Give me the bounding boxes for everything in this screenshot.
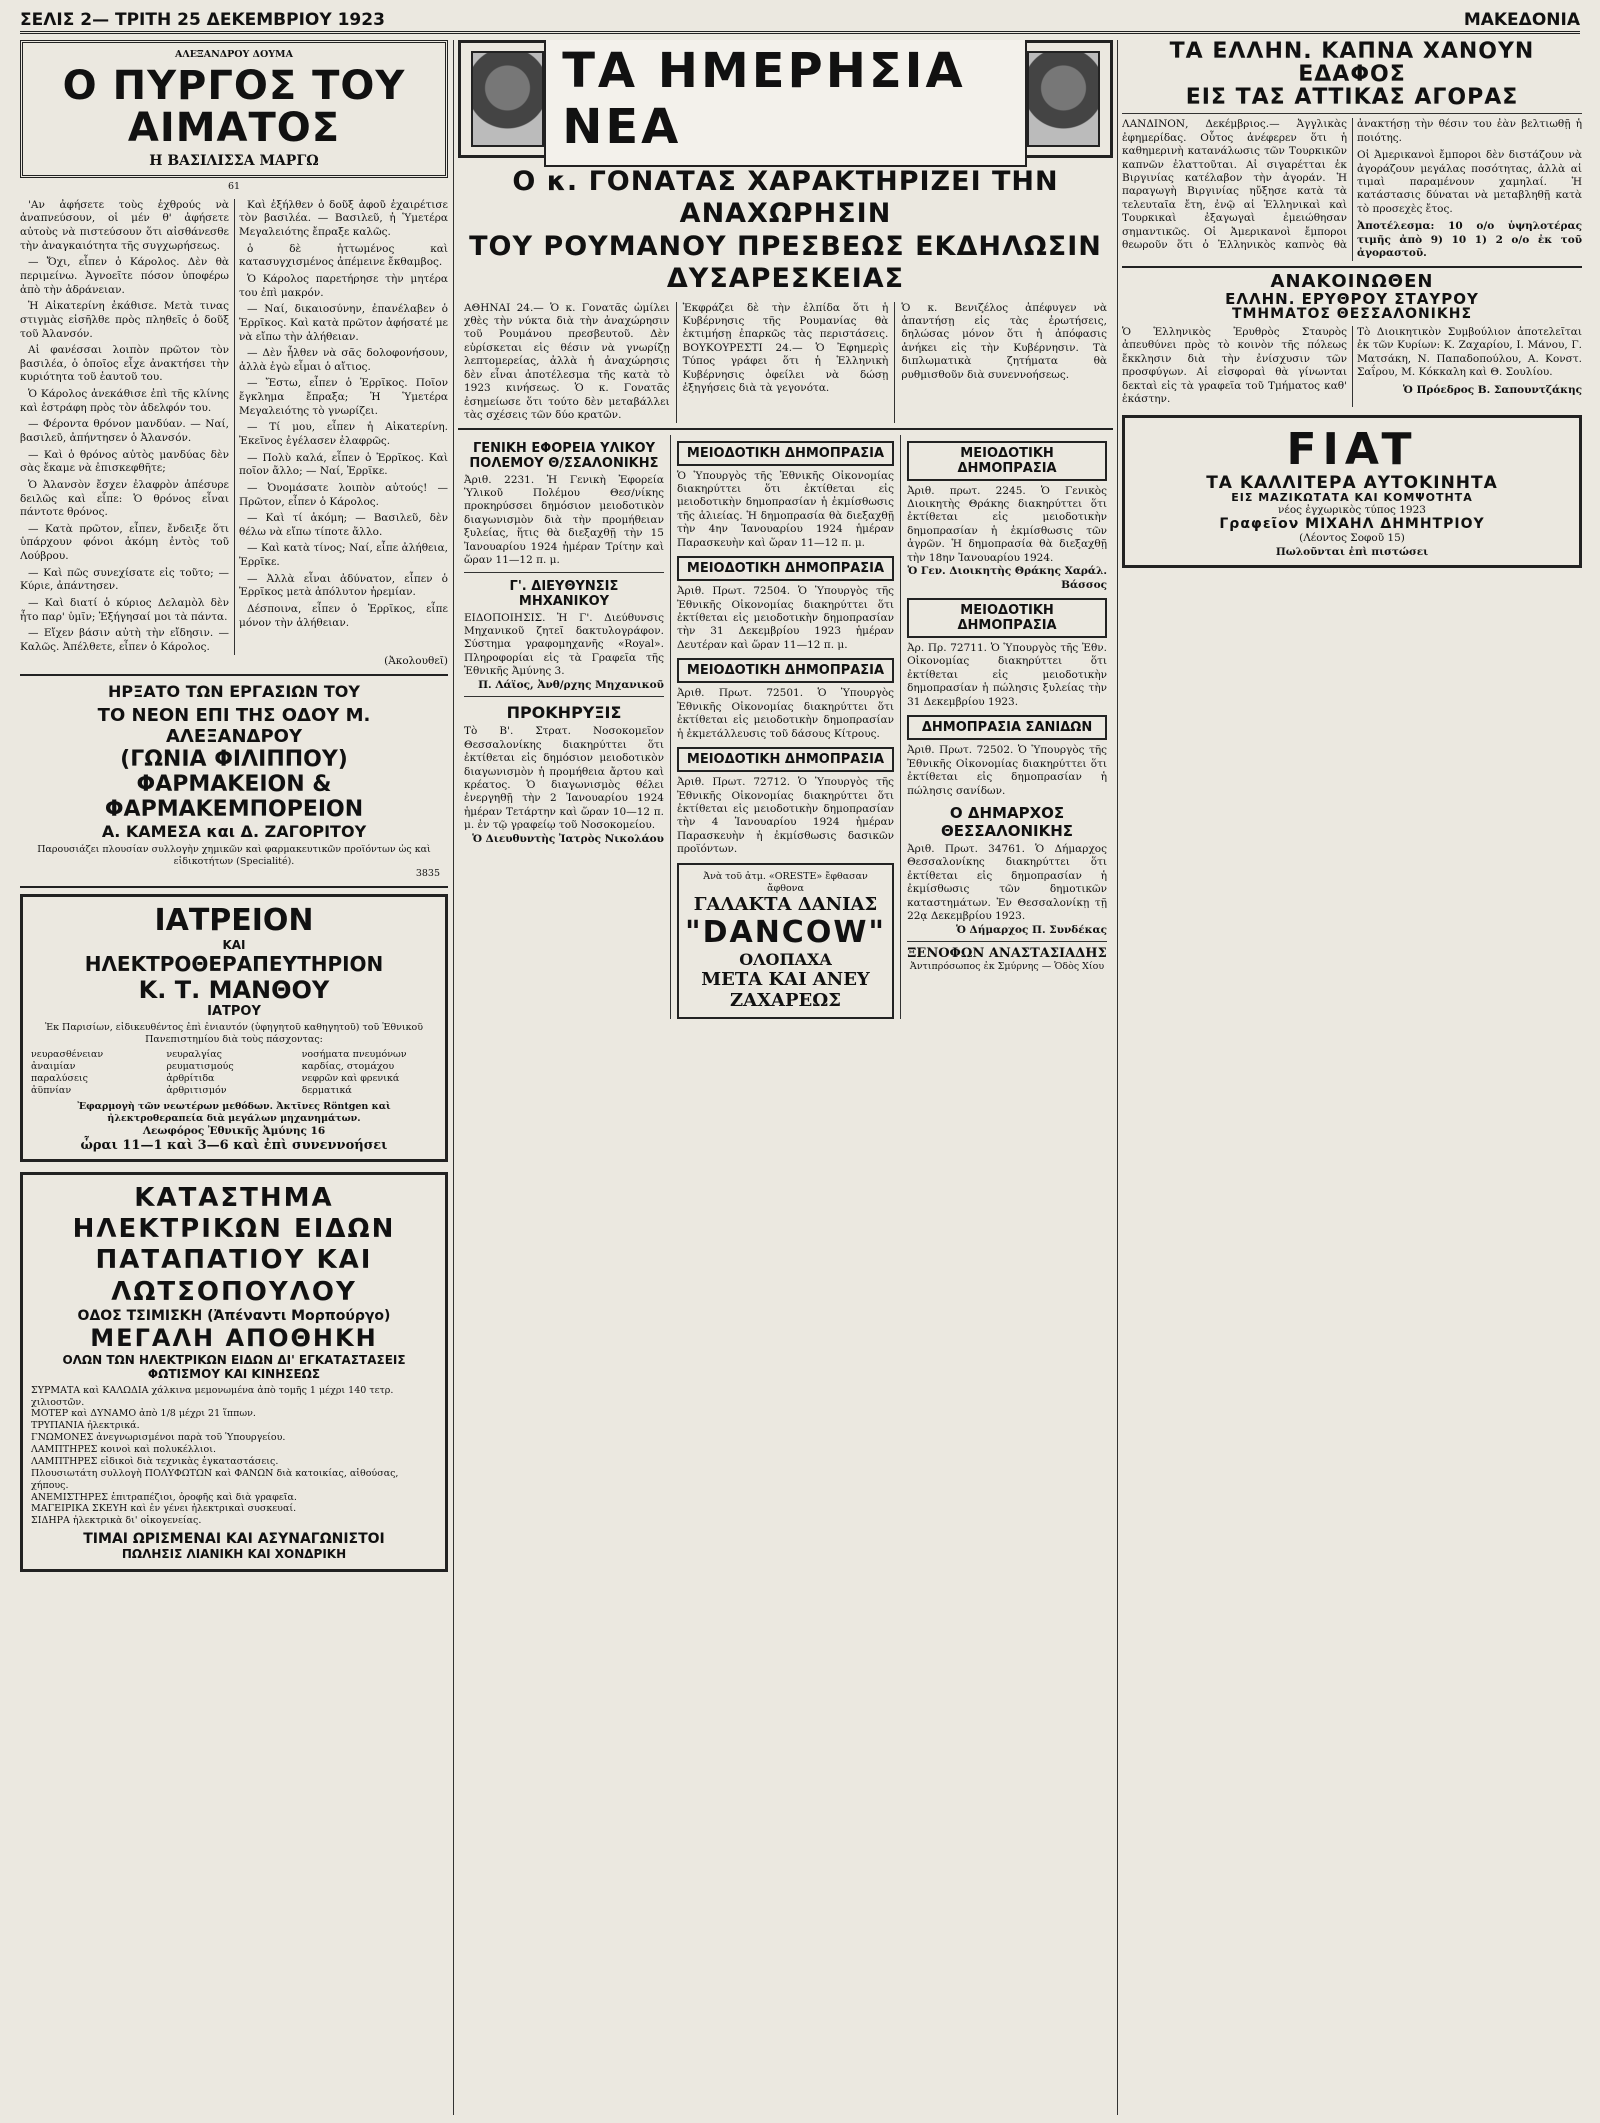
red-cross-sign: Ὁ Πρόεδρος Β. Σαπουντζάκης xyxy=(1402,383,1582,396)
serial-paragraph: — Καὶ ὁ θρόνος αὐτὸς μανδύας δὲν σὰς ἔκαμε νὰ ἐπισκεφθῆτε; xyxy=(20,448,229,475)
pharmacy-code: 3835 xyxy=(415,867,440,879)
dairy-line4: ΖΑΧΑΡΕΩΣ xyxy=(729,990,842,1012)
fiat-line1: ΤΑ ΚΑΛΛΙΤΕΡΑ ΑΥΤΟΚΙΝΗΤΑ xyxy=(1206,472,1498,493)
red-cross-title1: ΑΝΑΚΟΙΝΩΘΕΝ xyxy=(1270,270,1434,292)
disease-item: δερματικά xyxy=(301,1085,352,1097)
fiat-logo: FIAT xyxy=(1286,423,1418,475)
tobacco-title1: ΤΑ ΕΛΛΗΝ. ΚΑΠΝΑ ΧΑΝΟΥΝ ΕΔΑΦΟΣ xyxy=(1169,40,1535,88)
daily-news-banner xyxy=(458,40,1113,158)
notice-l2-sign: Π. Λάϊος, Ἀνθ/ρχης Μηχανικοῦ xyxy=(478,678,664,691)
serial-body xyxy=(20,199,448,655)
notice-l2-title: Γ'. ΔΙΕΥΘΥΝΣΙΣ ΜΗΧΑΝΙΚΟΥ xyxy=(509,578,619,609)
dairy-intro: Ἀνὰ τοῦ ἀτμ. «ORESTE» ἔφθασαν ἄφθονα xyxy=(703,870,868,894)
pharmacy-line4: ΦΑΡΜΑΚΕΙΟΝ & ΦΑΡΜΑΚΕΜΠΟΡΕΙΟΝ xyxy=(104,772,364,823)
shop-item: ΜΑΓΕΙΡΙΚΑ ΣΚΕΥΗ καὶ ἐν γένει ἠλεκτρικαὶ συσκευαί. xyxy=(31,1503,297,1515)
clinic-line5: ΙΑΤΡΟΥ xyxy=(207,1003,261,1019)
disease-item: ἀρθρίτιδα xyxy=(166,1073,215,1085)
serial-paragraph: — Ἀλλὰ εἶναι ἀδύνατον, εἶπεν ὁ Ἐρρῖκος μετὰ ἀπόλυτον ἠρεμίαν. xyxy=(239,572,448,599)
shop-footer2: ΠΩΛΗΣΙΣ ΛΙΑΝΙΚΗ ΚΑΙ ΧΟΝΔΡΙΚΗ xyxy=(121,1547,347,1562)
shop-item: ΑΝΕΜΙΣΤΗΡΕΣ ἐπιτραπέζιοι, ὀροφῆς καὶ διὰ γραφεῖα. xyxy=(31,1491,297,1503)
red-cross-p2: Τὸ Διοικητικὸν Συμβούλιον ἀποτελεῖται ἐκ τῶν Κυρίων: Κ. Ζαχαρίου, Ι. Μάνου, Γ. Ματσάκη, Ν. Παπαδοπούλου, Α. Κονστ. Σαΐρου, Μ. Κόκκαλη καὶ Θ. Σουλίου. xyxy=(1357,325,1582,379)
pharmacy-line5: Α. ΚΑΜΕΣΑ και Δ. ΖΑΓΟΡΙΤΟΥ xyxy=(101,822,367,842)
shop-item: Πλουσιωτάτη συλλογὴ ΠΟΛΥΦΩΤΩΝ καὶ ΦΑΝΩΝ διὰ κατοικίας, αἰθούσας, χήπους. xyxy=(31,1467,399,1491)
disease-item: νευραλγίας xyxy=(166,1049,222,1061)
shop-item: ΛΑΜΠΤΗΡΕΣ εἰδικοὶ διὰ τεχνικὰς ἐγκαταστάσεις. xyxy=(31,1455,279,1467)
disease-item: νοσήματα πνευμόνων xyxy=(301,1049,407,1061)
serial-paragraph: Δέσποινα, εἶπεν ὁ Ἐρρῖκος, εἶπε μόνον τὴν ἀλήθειαν. xyxy=(239,603,448,629)
disease-item: ἀναιμίαν xyxy=(31,1061,76,1073)
fiat-line5: (Λέοντος Σοφοῦ 15) xyxy=(1299,532,1405,545)
red-cross-header xyxy=(1122,270,1582,323)
serial-paragraph: Ὁ Κάρολος ἀνεκάθισε ἐπὶ τῆς κλίνης καὶ ἐστράφη πρὸς τὸν ἀδελφόν του. xyxy=(20,388,229,414)
clinic-line8: Λεωφόρος Ἐθνικῆς Ἀμύνης 16 xyxy=(142,1124,326,1137)
shop-line5: ΟΛΩΝ ΤΩΝ ΗΛΕΚΤΡΙΚΩΝ ΕΙΔΩΝ ΔΙ' ΕΓΚΑΤΑΣΤΑΣΕΙΣ ΦΩΤΙΣΜΟΥ ΚΑΙ ΚΙΝΗΣΕΩΣ xyxy=(62,1352,406,1381)
tobacco-p2: Οἱ Ἀμερικανοὶ ἔμποροι δὲν διστάζουν νὰ ἀγοράζουν μεγάλας ποσότητας, ἀλλὰ αἱ τιμαὶ παραμένουν χαμηλαί. Ἡ κατάστασις δύναται νὰ μεταβληθῇ κατὰ τὸ προσεχὲς ἔτος. xyxy=(1357,149,1582,215)
notice-l3-title: ΠΡΟΚΗΡΥΞΙΣ xyxy=(506,703,622,723)
clinic-line3: ΗΛΕΚΤΡΟΘΕΡΑΠΕΥΤΗΡΙΟΝ xyxy=(84,951,384,976)
red-cross-body xyxy=(1122,326,1582,407)
disease-item: παραλύσεις xyxy=(31,1073,88,1085)
shop-item: ΛΑΜΠΤΗΡΕΣ κοινοὶ καὶ πολυκέλλιοι. xyxy=(31,1444,216,1456)
red-cross-title2: ΕΛΛΗΝ. ΕΡΥΘΡΟΥ ΣΤΑΥΡΟΥ xyxy=(1225,289,1479,308)
serial-paragraph: — Φέροντα θρόνον μανδύαν. — Ναί, βασιλεῦ, ἀπήντησεν ὁ Ἀλανσόν. xyxy=(20,418,229,444)
notice-r2-body: Ἀρ. Πρ. 72711. Ὁ Ὑπουργὸς τῆς Ἐθν. Οἰκονομίας διακηρύττει ὅτι ἐκτίθεται εἰς μειοδοτικὴν δημοπρασίαν ἡ πώλησις ξυλείας τὴν 31 Δεκεμβρίου 1923. xyxy=(907,642,1108,708)
notices-area xyxy=(458,435,1113,1020)
news-col-2: Ἐκφράζει δὲ τὴν ἐλπίδα ὅτι ἡ Κυβέρνησις τῆς Ρουμανίας θὰ ἐκτιμήσῃ ἐπαρκῶς τὰς περιστάσεις. ΒΟΥΚΟΥΡΕΣΤΙ 24.— Ὁ Ἐφημερὶς Τύπος γράφει ὅτι ἡ Ἑλληνικὴ Κυβέρνησις ὀφείλει νὰ δώσῃ ἐξηγήσεις διὰ τὰ γεγονότα. xyxy=(677,302,896,423)
tobacco-p3: Ἀποτέλεσμα: 10 ο/ο ὑψηλοτέρας τιμῆς ἀπὸ 9) 10 1) 2 ο/ο ἐκ τοῦ ἀγοραστοῦ. xyxy=(1357,220,1582,260)
disease-item: ρευματισμούς xyxy=(166,1061,234,1073)
serial-paragraph: — Ἔστω, εἶπεν ὁ Ἐρρῖκος. Ποῖον ἔγκλημα ἔπραξα; Ἡ Ὑμετέρα Μεγαλειότης τὸ γνωρίζει. xyxy=(239,377,448,417)
notice-m3-body: Ἀριθ. Πρωτ. 72501. Ὁ Ὑπουργὸς Ἐθνικῆς Οἰκονομίας διακηρύττει ὅτι ἐκτίθεται εἰς μειοδοτικὴν δημοπρασίαν ἡ ἐκμετάλλευσις τοῦ δάσους Κίτρους. xyxy=(676,687,895,740)
serial-paragraph: Καὶ ἐξήλθεν ὁ δοῦξ ἀφοῦ ἐχαιρέτισε τὸν βασιλέα. — Βασιλεῦ, ἡ Ὑμετέρα Μεγαλειότης ἔπραξε καλῶς. xyxy=(239,198,448,239)
serial-paragraph: — Τί μου, εἶπεν ἡ Αἰκατερίνη. Ἐκεῖνος ἐγέλασεν ἐλαφρῶς. xyxy=(239,421,448,447)
serial-paragraph: — Καὶ κατὰ τίνος; Ναί, εἶπε ἀλήθεια, Ἐρρῖκε. xyxy=(239,542,448,569)
fiat-ad xyxy=(1122,415,1582,568)
clinic-line7: Ἐφαρμογὴ τῶν νεωτέρων μεθόδων. Ἀκτῖνες Röntgen καὶ ἠλεκτροθεραπεία διὰ μεγάλων μηχανημάτων. xyxy=(77,1100,391,1124)
serial-header xyxy=(20,40,448,178)
serial-episode: 61 xyxy=(227,180,241,192)
notice-m2-title: ΜΕΙΟΔΟΤΙΚΗ ΔΗΜΟΠΡΑΣΙΑ xyxy=(677,556,894,581)
serial-title: Ο ΠΥΡΓΟΣ ΤΟΥ ΑΙΜΑΤΟΣ xyxy=(62,62,406,151)
fiat-line6: Πωλοῦνται ἐπὶ πιστώσει xyxy=(1275,545,1429,558)
pharmacy-line6: Παρουσιάζει πλουσίαν συλλογὴν χημικῶν καὶ φαρμακευτικῶν προϊόντων ὡς καὶ εἰδικοτήτων (Specialité). xyxy=(37,844,431,867)
serial-paragraph: — Καὶ πῶς συνεχίσατε εἰς τοῦτο; — Κύριε, ἀπάντησεν. xyxy=(20,566,229,593)
fiat-line2: ΕΙΣ ΜΑΖΙΚΩΤΑΤΑ ΚΑΙ ΚΟΜΨΟΤΗΤΑ xyxy=(1231,491,1473,505)
right-ad-sub: Ἀντιπρόσωπος ἐκ Σμύρνης — Ὁδὸς Χίου xyxy=(909,961,1105,972)
disease-item: νευρασθένειαν xyxy=(31,1049,104,1061)
notice-r4-title: Ο ΔΗΜΑΡΧΟΣ ΘΕΣΣΑΛΟΝΙΚΗΣ xyxy=(941,803,1074,840)
shop-item: ΜΟΤΕΡ καὶ ΔΥΝΑΜΟ ἀπὸ 1/8 μέχρι 21 ἵππων. xyxy=(31,1408,256,1420)
tobacco-p1: ΛΑΝΔΙΝΟΝ, Δεκέμβριος.— Ἀγγλικὰς ἐφημερίδας. Οὗτος ἀνέφερεν ὅτι ἡ καθημερινὴ κατανάλωσις τῶν Τουρκικῶν καπνῶν ἐλαττοῦται. Αἱ σιγαρέτται ἐκ Βιργινίας κατέλαβον τὴν ἀγοράν. Ἡ παραγωγὴ Βιργινίας ηὔξησε κατὰ τὰ τελευταῖα ἔτη, ἐνῷ αἱ Ἑλληνικαὶ καὶ Τουρκικαὶ ἐξαγωγαὶ ἐμειώθησαν σημαντικῶς. Οἱ Ἀμερικανοὶ ἔμποροι θεωροῦν ὅτι ὁ Ἑλληνικὸς καπνὸς θὰ ἀνακτήσῃ τὴν θέσιν του ἐὰν βελτιωθῇ ἡ ποιότης. xyxy=(1122,118,1582,252)
notice-m4-body: Ἀριθ. Πρωτ. 72712. Ὁ Ὑπουργὸς τῆς Ἐθνικῆς Οἰκονομίας διακηρύττει ὅτι ἐκτίθεται εἰς μειοδοτικὴν δημοπρασίαν τὴν 4 Ἰανουαρίου 1924 ἡμέραν Παρασκευὴν ἡ ἐκμίσθωσις δασικῶν προϊόντων. xyxy=(676,776,895,856)
dairy-line3: ΜΕΤΑ ΚΑΙ ΑΝΕΥ xyxy=(701,969,870,991)
serial-paragraph: — Κατὰ πρῶτον, εἶπεν, ἔνδειξε ὅτι ὑπάρχουν φόνοι ἀκόμη ἐντὸς τοῦ Λούβρου. xyxy=(20,522,229,563)
serial-paragraph: — Καὶ τί ἀκόμη; — Βασιλεῦ, δὲν θέλω νὰ εἴπω τίποτε ἄλλο. xyxy=(239,512,448,538)
clinic-line6: Ἐκ Παρισίων, εἰδικευθέντος ἐπὶ ἐνιαυτόν (ὑφηγητοῦ καθηγητοῦ) τοῦ Ἐθνικοῦ Πανεπιστημίου διὰ τοὺς πάσχοντας: xyxy=(44,1021,424,1045)
notice-r2-title: ΜΕΙΟΔΟΤΙΚΗ ΔΗΜΟΠΡΑΣΙΑ xyxy=(907,598,1107,638)
tobacco-headline xyxy=(1122,40,1582,109)
right-ad-name: ΞΕΝΟΦΩΝ ΑΝΑΣΤΑΣΙΑΔΗΣ xyxy=(907,946,1107,961)
masthead xyxy=(20,8,1580,34)
notice-r4-sign: Ὁ Δήμαρχος Π. Συνδέκας xyxy=(956,923,1108,936)
notice-r1-sign: Ὁ Γεν. Διοικητὴς Θράκης Χαράλ. Βάσσος xyxy=(907,565,1108,591)
portrait-right-image xyxy=(1027,51,1100,147)
serial-paragraph: — Εἴχεν βάσιν αὐτὴ τὴν εἴδησιν. — Καλῶς. Ἀπέλθετε, εἶπεν ὁ Κάρολος. xyxy=(20,627,229,653)
clinic-line9: ὧραι 11—1 καὶ 3—6 καὶ ἐπὶ συνεννοήσει xyxy=(80,1138,388,1154)
shop-item: ΣΙΔΗΡΑ ἠλεκτρικὰ δι' οἰκογενείας. xyxy=(31,1515,202,1527)
serial-paragraph: Ἡ Αἰκατερίνη ἐκάθισε. Μετὰ τινας στιγμὰς εἰσῆλθε πρὸς πληθεῖς ὁ δοῦξ τοῦ Ἀλανσόν. xyxy=(20,300,229,340)
news-col-1: ΑΘΗΝΑΙ 24.— Ὁ κ. Γονατᾶς ὡμίλει χθὲς τὴν νύκτα διὰ τὴν ἀναχώρησιν τοῦ Ρουμάνου πρεσβευτοῦ. Δὲν εὑρίσκεται εἰς θέσιν νὰ γνωρίζῃ λεπτομερείας, ἀλλὰ ἡ ἀναχώρησις δὲν εἶναι ἀποτέλεσμα τῆς κατὰ τὸ 1923 κινήσεως. Ὁ κ. Γονατᾶς ἐσημείωσε ὅτι τούτο δὲν μεταβάλλει τὰς σχέσεις τῶν δύο κρατῶν. xyxy=(458,302,677,423)
serial-paragraph: — Ὀνομάσατε λοιπὸν αὐτούς! — Πρῶτον, εἶπεν ὁ Κάρολος. xyxy=(239,481,448,508)
clinic-line2: ΚΑΙ xyxy=(222,937,246,952)
serial-paragraph: Αἱ φανέσσαι λοιπὸν πρῶτον τὸν βασιλέα, ὁ ὁποῖος εἶχε ἀνακτήσει τὴν κυριότητα τοῦ ἑαυτοῦ του. xyxy=(20,344,229,384)
notices-right xyxy=(901,435,1113,1020)
electric-shop-ad xyxy=(20,1172,448,1572)
notice-m1-body: Ὁ Ὑπουργὸς τῆς Ἐθνικῆς Οἰκονομίας διακηρύττει ὅτι ἐκτίθεται εἰς μειοδοτικὴν δημοπρασίαν ἡ ἐκμίσθωσις τῆς ἁλιείας. Ἡ δημοπρασία θὰ διεξαχθῇ τὴν 4ην Ἰανουαρίου 1924 ἡμέραν Παρασκευὴν καὶ ὥραν 11—12 π. μ. xyxy=(676,469,895,549)
notice-r1-title: ΜΕΙΟΔΟΤΙΚΗ ΔΗΜΟΠΡΑΣΙΑ xyxy=(907,441,1107,481)
serial-author: ΑΛΕΞΑΝΔΡΟΥ ΔΟΥΜΑ xyxy=(175,49,293,60)
left-column xyxy=(20,40,448,2115)
portrait-left-image xyxy=(471,51,544,147)
shop-item: ΤΡΥΠΑΝΙΑ ἠλεκτρικά. xyxy=(31,1420,140,1432)
shop-item: ΣΥΡΜΑΤΑ καὶ ΚΑΛΩΔΙΑ χάλκινα μεμονωμένα ἀπὸ τομῆς 1 μέχρι 140 τετρ. χιλιοστῶν. xyxy=(31,1384,394,1408)
fiat-line4: Γραφεῖον ΜΙΧΑΗΛ ΔΗΜΗΤΡΙΟΥ xyxy=(1219,516,1485,533)
clinic-ad xyxy=(20,894,448,1162)
serial-subtitle: Η ΒΑΣΙΛΙΣΣΑ ΜΑΡΓΩ xyxy=(149,152,319,169)
serial-paragraph: Ὁ Ἀλανσὸν ἔσχεν ἐλαφρὸν ἀπέσυρε δειλῶς καὶ εἶπε: Ὁ θρόνος εἶναι πάντοτε θρόνος. xyxy=(20,478,229,519)
headline-line1: Ο κ. ΓΟΝΑΤΑΣ ΧΑΡΑΚΤΗΡΙΖΕΙ ΤΗΝ ΑΝΑΧΩΡΗΣΙΝ xyxy=(512,166,1059,230)
shop-line2: ΠΑΤΑΠΑΤΙΟΥ ΚΑΙ ΛΩΤΣΟΠΟΥΛΟΥ xyxy=(95,1245,373,1307)
news-col-3: Ὁ κ. Βενιζέλος ἀπέφυγεν νὰ ἀπαντήσῃ εἰς τὰς ἐρωτήσεις, δηλώσας μόνον ὅτι ἡ ἀπόφασις ἀνήκει εἰς τὴν Κυβέρνησιν. Τὰ διπλωματικὰ ζητήματα θὰ ρυθμισθοῦν διὰ συνεννοήσεως. xyxy=(901,301,1108,381)
main-headline xyxy=(458,166,1113,296)
notice-m2-body: Ἀριθ. Πρωτ. 72504. Ὁ Ὑπουργὸς τῆς Ἐθνικῆς Οἰκονομίας διακηρύττει ὅτι ἐκτίθεται εἰς μειοδοτικὴν δημοπρασίαν τὴν 31 Δεκεμβρίου 1923 ἡμέραν Δευτέραν καὶ ὥραν 11—12 π. μ. xyxy=(676,585,895,651)
serial-paragraph: ὁ δὲ ἡττωμένος καὶ κατασυγχισμένος ἀπέμεινε ἔκθαμβος. xyxy=(239,242,448,269)
shop-items xyxy=(31,1385,437,1528)
clinic-line1: ΙΑΤΡΕΙΟΝ xyxy=(154,902,314,938)
notice-l1-title: ΓΕΝΙΚΗ ΕΦΟΡΕΙΑ ΥΛΙΚΟΥ ΠΟΛΕΜΟΥ Θ/ΣΣΑΛΟΝΙΚΗΣ xyxy=(469,440,659,471)
dairy-ad xyxy=(677,863,894,1020)
disease-item: καρδίας, στομάχου xyxy=(301,1061,395,1073)
notices-left xyxy=(458,435,671,1020)
shop-line3: ΟΔΟΣ ΤΣΙΜΙΣΚΗ (Ἀπέναντι Μορπούργο) xyxy=(77,1307,391,1324)
notices-middle xyxy=(671,435,901,1020)
shop-item: ΓΝΩΜΟΝΕΣ ἀνεγνωρισμένοι παρὰ τοῦ Ὑπουργείου. xyxy=(31,1432,286,1444)
issue-date: ΣΕΛΙΣ 2— ΤΡΙΤΗ 25 ΔΕΚΕΜΒΡΙΟΥ 1923 xyxy=(20,9,385,30)
serial-paragraph: — Ὄχι, εἶπεν ὁ Κάρολος. Δὲν θὰ περιμείνω. Ἀγνοεῖτε πόσον ὑποφέρω ἀπὸ τὴν ἀδράνειαν. xyxy=(20,256,229,296)
serial-paragraph: — Πολὺ καλά, εἶπεν ὁ Ἐρρῖκος. Καὶ ποῖον ἄλλο; — Ναί, Ἐρρῖκε. xyxy=(239,451,448,478)
right-column xyxy=(1122,40,1582,2115)
clinic-diseases xyxy=(31,1049,437,1097)
middle-column xyxy=(458,40,1113,2115)
tobacco-title2: ΕΙΣ ΤΑΣ ΑΤΤΙΚΑΣ ΑΓΟΡΑΣ xyxy=(1185,85,1519,111)
daily-news-title: ΤΑ ΗΜΕΡΗΣΙΑ ΝΕΑ xyxy=(544,40,1027,167)
shop-line4: ΜΕΓΑΛΗ ΑΠΟΘΗΚΗ xyxy=(90,1323,378,1352)
pharmacy-line1: ΗΡΞΑΤΟ ΤΩΝ ΕΡΓΑΣΙΩΝ ΤΟΥ xyxy=(108,682,360,702)
shop-footer1: ΤΙΜΑΙ ΩΡΙΣΜΕΝΑΙ ΚΑΙ ΑΣΥΝΑΓΩΝΙΣΤΟΙ xyxy=(83,1531,385,1548)
clinic-line4: Κ. Τ. ΜΑΝΘΟΥ xyxy=(138,975,330,1004)
pharmacy-ad xyxy=(20,674,448,888)
notice-r3-title: ΔΗΜΟΠΡΑΣΙΑ ΣΑΝΙΔΩΝ xyxy=(907,715,1107,740)
red-cross-title3: ΤΜΗΜΑΤΟΣ ΘΕΣΣΑΛΟΝΙΚΗΣ xyxy=(1231,306,1473,323)
notice-l3-sign: Ὁ Διευθυντὴς Ἰατρὸς Νικολάου xyxy=(472,832,664,845)
dairy-brand: "DANCOW" xyxy=(684,915,887,951)
serial-paragraph: — Καὶ διατί ὁ κύριος Δελαμὸλ δὲν ἦτο παρ' ὑμῖν; Ἐξήγησαί μοι τὰ πάντα. xyxy=(20,597,229,623)
notice-l3-body: Τὸ Β'. Στρατ. Νοσοκομεῖον Θεσσαλονίκης διακηρύττει ὅτι ἐκτίθεται εἰς δημόσιον μειοδοτικὸν διαγωνισμὸν ἡ προμήθεια ἄρτου καὶ κρέατος. Ὁ διαγωνισμὸς θέλει ἐνεργηθῇ τὴν 2 Ἰανουαρίου 1924 ἡμέραν Τετάρτην καὶ ὥραν 10—12 π. μ. ἐν τῷ γραφείῳ τοῦ Νοσοκομείου. xyxy=(464,725,664,832)
notice-r3-body: Ἀριθ. Πρωτ. 72502. Ὁ Ὑπουργὸς τῆς Ἐθνικῆς Οἰκονομίας διακηρύττει ὅτι ἐκτίθεται εἰς δημοπρασίαν ἡ πώλησις σανίδων. xyxy=(907,744,1108,797)
pharmacy-line2: ΤΟ ΝΕΟΝ ΕΠΙ ΤΗΣ ΟΔΟΥ Μ. ΑΛΕΞΑΝΔΡΟΥ xyxy=(97,705,371,748)
serial-paragraph: — Ναί, δικαιοσύνην, ἐπανέλαβεν ὁ Ἐρρῖκος. Καὶ κατὰ πρῶτον ἀφήσατέ με νὰ εἴπω τὴν ἀλήθειαν. xyxy=(239,303,448,343)
newspaper-name: ΜΑΚΕΔΟΝΙΑ xyxy=(1463,9,1580,30)
notice-r1-body: Ἀριθ. πρωτ. 2245. Ὁ Γενικὸς Διοικητὴς Θράκης διακηρύττει ὅτι ἐκτίθεται εἰς μειοδοτικὴν δημοπρασίαν ἡ ἐκμίσθωσις τῶν ἀγρῶν. Ἡ δημοπρασία θὰ διεξαχθῇ τὴν 18ην Ἰανουαρίου 1924. xyxy=(907,484,1108,564)
notice-l1-body: Ἀριθ. 2231. Ἡ Γενικὴ Ἐφορεία Ὑλικοῦ Πολέμου Θεσ/νίκης προκηρύσσει δημόσιον μειοδοτικὸν διαγωνισμὸν διὰ τὴν προμήθειαν ξυλείας, ἥτις θὰ διεξαχθῇ τὴν 15 Ἰανουαρίου 1924 ἡμέραν Τρίτην καὶ ὥραν 11—12 π. μ. xyxy=(464,473,664,567)
disease-item: ἀϋπνίαν xyxy=(31,1085,72,1097)
notice-m4-title: ΜΕΙΟΔΟΤΙΚΗ ΔΗΜΟΠΡΑΣΙΑ xyxy=(677,747,894,772)
notice-m3-title: ΜΕΙΟΔΟΤΙΚΗ ΔΗΜΟΠΡΑΣΙΑ xyxy=(677,658,894,683)
disease-item: νεφρῶν καὶ φρενικά xyxy=(301,1073,400,1085)
dairy-line2: ΟΛΟΠΑΧΑ xyxy=(739,950,832,970)
serial-paragraph: 'Αν ἀφήσετε τοὺς ἐχθρούς νὰ ἀναπνεύσουν, οἱ μέν θ' ἀφήσετε αὐτοὺς νὰ πιστεύσουν ὅτι αἰσθάνεσθε τὴν ἀναγκαιότητα τῆς συγχωρήσεως. xyxy=(20,198,229,252)
news-columns xyxy=(458,302,1113,423)
serial-paragraph: — Δὲν ἦλθεν νὰ σᾶς δολοφονήσουν, ἀλλὰ ἐγὼ εἶμαι ὁ αἴτιος. xyxy=(239,347,448,373)
shop-line1: ΚΑΤΑΣΤΗΜΑ ΗΛΕΚΤΡΙΚΩΝ ΕΙΔΩΝ xyxy=(72,1183,396,1245)
serial-paragraph: Ὁ Κάρολος παρετήρησε τὴν μητέρα του ἐπὶ μακρόν. xyxy=(239,272,448,299)
dairy-line1: ΓΑΛΑΚΤΑ ΔΑΝΙΑΣ xyxy=(693,894,878,916)
notice-r4-body: Ἀριθ. Πρωτ. 34761. Ὁ Δήμαρχος Θεσσαλονίκης διακηρύττει ὅτι ἐκτίθεται εἰς δημοπρασίαν ἡ ἐκμίσθωσις τῶν δημοτικῶν καταστημάτων. Ἐν Θεσσαλονίκῃ τῇ 22ᾳ Δεκεμβρίου 1923. xyxy=(907,842,1108,923)
pharmacy-line3: (ΓΩΝΙΑ ΦΙΛΙΠΠΟΥ) xyxy=(120,747,348,773)
tobacco-body xyxy=(1122,118,1582,260)
headline-line2: ΤΟΥ ΡΟΥΜΑΝΟΥ ΠΡΕΣΒΕΩΣ ΕΚΔΗΛΩΣΙΝ ΔΥΣΑΡΕΣΚΕΙΑΣ xyxy=(469,230,1102,295)
notice-m1-title: ΜΕΙΟΔΟΤΙΚΗ ΔΗΜΟΠΡΑΣΙΑ xyxy=(677,441,894,466)
red-cross-p1: Ὁ Ἑλληνικὸς Ἐρυθρὸς Σταυρὸς ἀπευθύνει πρὸς τὸ κοινὸν τῆς πόλεως ἔκκλησιν διὰ τὴν ἐνίσχυσιν τῶν προσφύγων. Αἱ εἰσφοραὶ θὰ γίνωνται δεκταὶ εἰς τὰ γραφεῖα τοῦ Τμήματος καθ' ἑκάστην. xyxy=(1122,325,1347,406)
fiat-line3: νέος ἐγχωρικὸς τύπος 1923 xyxy=(1278,504,1426,516)
serial-continued: (Ἀκολουθεῖ) xyxy=(384,654,448,667)
notice-l2-body: ΕΙΔΟΠΟΙΗΣΙΣ. Ἡ Γ'. Διεύθυνσις Μηχανικοῦ ζητεῖ δακτυλογράφον. Σύστημα γραφομηχανῆς «Royal». Πληροφορίαι εἰς τὰ Γραφεῖα τῆς Ἐθνικῆς Ἀμύνης 3. xyxy=(464,611,664,678)
disease-item: ἀρθριτισμόν xyxy=(166,1085,227,1097)
